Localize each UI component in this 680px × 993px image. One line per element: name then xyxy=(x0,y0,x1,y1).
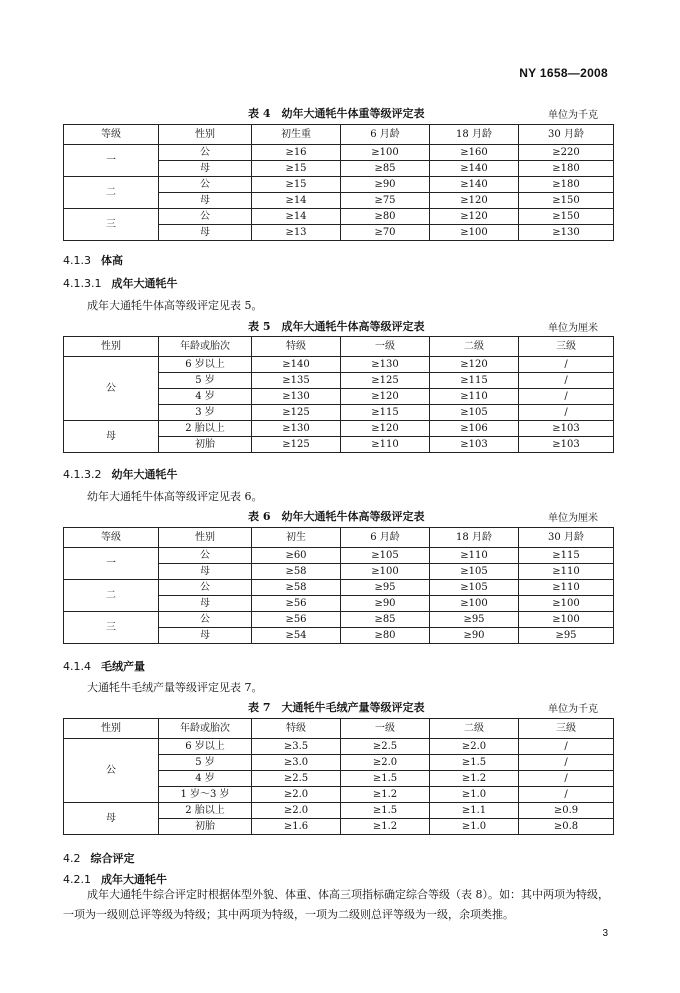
table-cell: 公 xyxy=(159,580,252,596)
column-header: 30 月龄 xyxy=(519,528,614,548)
column-header: 二级 xyxy=(430,337,519,357)
column-header: 一级 xyxy=(341,337,430,357)
table-cell: ≥1.5 xyxy=(341,771,430,787)
table-cell: ≥2.5 xyxy=(252,771,341,787)
table-cell: ≥180 xyxy=(519,161,614,177)
table-header-row xyxy=(64,719,614,739)
section-4-1-3: 4.1.3 体高 xyxy=(63,254,123,267)
grade-cell: 二 xyxy=(64,580,159,612)
table-cell: ≥95 xyxy=(341,580,430,596)
para-4-2-1: 成年大通牦牛综合评定时根据体型外貌、体重、体高三项指标确定综合等级（表 8）。如：其中两项为特级，一项为一级则总评等级为特级；其中两项为特级，一项为二级则总评等级为一级，余项类推。 xyxy=(63,888,609,921)
table-cell: / xyxy=(519,787,614,803)
table-cell: ≥70 xyxy=(341,225,430,241)
table-cell: ≥16 xyxy=(252,145,341,161)
table-header-row xyxy=(64,528,614,548)
section-4-2: 4.2 综合评定 xyxy=(63,852,135,865)
table-cell: / xyxy=(519,373,614,389)
grade-cell: 一 xyxy=(64,145,159,177)
table-cell: 2 胎以上 xyxy=(159,803,252,819)
column-header: 年龄或胎次 xyxy=(159,337,252,357)
sex-cell: 母 xyxy=(64,803,159,835)
table-cell: ≥125 xyxy=(252,437,341,453)
table-row xyxy=(64,357,614,373)
para-4-1-4: 大通牦牛毛绒产量等级评定见表 7。 xyxy=(87,681,263,694)
table-cell: / xyxy=(519,771,614,787)
table-cell: ≥2.0 xyxy=(341,755,430,771)
table-cell: ≥56 xyxy=(252,612,341,628)
table-cell: ≥120 xyxy=(430,193,519,209)
table-cell: 3 岁 xyxy=(159,405,252,421)
table-cell: ≥2.0 xyxy=(252,787,341,803)
table-cell: ≥150 xyxy=(519,209,614,225)
table-cell: ≥3.0 xyxy=(252,755,341,771)
table-cell: ≥100 xyxy=(430,596,519,612)
section-4-1-3-2: 4.1.3.2 幼年大通牦牛 xyxy=(63,468,178,481)
table-cell: ≥85 xyxy=(341,612,430,628)
table5-caption: 表 5 成年大通牦牛体高等级评定表 xyxy=(248,320,425,333)
table-cell: ≥14 xyxy=(252,209,341,225)
table-cell: ≥105 xyxy=(430,564,519,580)
table-cell: ≥110 xyxy=(430,548,519,564)
sex-cell: 公 xyxy=(64,739,159,803)
column-header: 性别 xyxy=(159,125,252,145)
table-cell: ≥1.0 xyxy=(430,819,519,835)
table-cell: ≥106 xyxy=(430,421,519,437)
column-header: 特级 xyxy=(252,337,341,357)
table-cell: ≥95 xyxy=(519,628,614,644)
column-header: 三级 xyxy=(519,337,614,357)
table-cell: ≥100 xyxy=(519,612,614,628)
table-header-row xyxy=(64,337,614,357)
table-cell: ≥1.5 xyxy=(430,755,519,771)
column-header: 18 月龄 xyxy=(430,125,519,145)
table-cell: 母 xyxy=(159,628,252,644)
table-cell: ≥130 xyxy=(341,357,430,373)
section-4-2-1: 4.2.1 成年大通牦牛 xyxy=(63,873,167,886)
table-cell: ≥130 xyxy=(252,421,341,437)
table4 xyxy=(63,124,614,241)
column-header: 等级 xyxy=(64,528,159,548)
table-cell: 母 xyxy=(159,225,252,241)
table-cell: ≥140 xyxy=(252,357,341,373)
table-cell: 初胎 xyxy=(159,819,252,835)
table5 xyxy=(63,336,614,453)
table-cell: ≥120 xyxy=(341,421,430,437)
table-cell: ≥58 xyxy=(252,580,341,596)
table-cell: ≥90 xyxy=(430,628,519,644)
table-cell: ≥13 xyxy=(252,225,341,241)
table-cell: ≥54 xyxy=(252,628,341,644)
table-cell: ≥100 xyxy=(341,145,430,161)
table-cell: ≥90 xyxy=(341,596,430,612)
table-cell: ≥2.0 xyxy=(430,739,519,755)
table-cell: ≥1.6 xyxy=(252,819,341,835)
column-header: 等级 xyxy=(64,125,159,145)
table-cell: 初胎 xyxy=(159,437,252,453)
grade-cell: 三 xyxy=(64,612,159,644)
table-cell: 4 岁 xyxy=(159,389,252,405)
table-row xyxy=(64,145,614,161)
column-header: 三级 xyxy=(519,719,614,739)
column-header: 30 月龄 xyxy=(519,125,614,145)
table-row xyxy=(64,739,614,755)
column-header: 6 月龄 xyxy=(341,528,430,548)
column-header: 年龄或胎次 xyxy=(159,719,252,739)
table-cell: ≥160 xyxy=(430,145,519,161)
table-cell: ≥105 xyxy=(430,580,519,596)
sex-cell: 公 xyxy=(64,357,159,421)
table-cell: ≥120 xyxy=(430,209,519,225)
table7 xyxy=(63,718,614,835)
table-cell: ≥110 xyxy=(341,437,430,453)
table-cell: / xyxy=(519,389,614,405)
table-row xyxy=(64,803,614,819)
table-row xyxy=(64,177,614,193)
table-cell: ≥60 xyxy=(252,548,341,564)
table-cell: ≥56 xyxy=(252,596,341,612)
table-cell: 公 xyxy=(159,145,252,161)
table-cell: 6 岁以上 xyxy=(159,357,252,373)
table-cell: ≥0.8 xyxy=(519,819,614,835)
table-cell: ≥15 xyxy=(252,177,341,193)
table-cell: 5 岁 xyxy=(159,373,252,389)
table-cell: ≥90 xyxy=(341,177,430,193)
table-cell: ≥2.0 xyxy=(252,803,341,819)
grade-cell: 二 xyxy=(64,177,159,209)
column-header: 6 月龄 xyxy=(341,125,430,145)
table-cell: 母 xyxy=(159,564,252,580)
table-cell: ≥1.0 xyxy=(430,787,519,803)
table-cell: ≥95 xyxy=(430,612,519,628)
column-header: 性别 xyxy=(64,719,159,739)
table-cell: ≥85 xyxy=(341,161,430,177)
table-cell: ≥1.2 xyxy=(341,819,430,835)
table-header-row xyxy=(64,125,614,145)
table6-unit: 单位为厘米 xyxy=(548,513,598,524)
table-cell: ≥115 xyxy=(341,405,430,421)
section-4-1-3-1: 4.1.3.1 成年大通牦牛 xyxy=(63,277,178,290)
table-cell: ≥58 xyxy=(252,564,341,580)
table7-unit: 单位为千克 xyxy=(548,704,598,715)
table-cell: ≥103 xyxy=(519,437,614,453)
table-cell: ≥135 xyxy=(252,373,341,389)
para-4-1-3-1: 成年大通牦牛体高等级评定见表 5。 xyxy=(87,299,263,312)
table-cell: ≥120 xyxy=(430,357,519,373)
table-cell: ≥15 xyxy=(252,161,341,177)
table-cell: / xyxy=(519,739,614,755)
table-cell: ≥1.2 xyxy=(341,787,430,803)
table-cell: 公 xyxy=(159,548,252,564)
table-cell: 公 xyxy=(159,209,252,225)
table-cell: ≥100 xyxy=(341,564,430,580)
table-cell: ≥1.5 xyxy=(341,803,430,819)
table-cell: / xyxy=(519,755,614,771)
column-header: 性别 xyxy=(159,528,252,548)
table-cell: ≥130 xyxy=(519,225,614,241)
table-cell: / xyxy=(519,357,614,373)
table-cell: ≥110 xyxy=(519,564,614,580)
grade-cell: 三 xyxy=(64,209,159,241)
table-cell: 4 岁 xyxy=(159,771,252,787)
table4-unit: 单位为千克 xyxy=(548,110,598,121)
page-number: 3 xyxy=(602,928,608,939)
table-cell: ≥140 xyxy=(430,177,519,193)
table6-caption: 表 6 幼年大通牦牛体高等级评定表 xyxy=(248,510,425,523)
table-cell: 公 xyxy=(159,177,252,193)
table-row xyxy=(64,421,614,437)
table-cell: ≥130 xyxy=(252,389,341,405)
column-header: 18 月龄 xyxy=(430,528,519,548)
column-header: 特级 xyxy=(252,719,341,739)
sex-cell: 母 xyxy=(64,421,159,453)
table-cell: / xyxy=(519,405,614,421)
table-cell: ≥103 xyxy=(519,421,614,437)
table-cell: 6 岁以上 xyxy=(159,739,252,755)
table-cell: ≥125 xyxy=(341,373,430,389)
table-cell: ≥180 xyxy=(519,177,614,193)
column-header: 一级 xyxy=(341,719,430,739)
table-cell: ≥105 xyxy=(430,405,519,421)
table-cell: ≥220 xyxy=(519,145,614,161)
table-cell: 5 岁 xyxy=(159,755,252,771)
table-cell: ≥80 xyxy=(341,209,430,225)
column-header: 初生重 xyxy=(252,125,341,145)
table-cell: 1 岁～3 岁 xyxy=(159,787,252,803)
column-header: 性别 xyxy=(64,337,159,357)
standard-number: NY 1658—2008 xyxy=(519,66,608,80)
table-row xyxy=(64,612,614,628)
table-cell: ≥75 xyxy=(341,193,430,209)
table-cell: ≥120 xyxy=(341,389,430,405)
table-cell: 母 xyxy=(159,161,252,177)
grade-cell: 一 xyxy=(64,548,159,580)
table-cell: ≥80 xyxy=(341,628,430,644)
table-cell: ≥3.5 xyxy=(252,739,341,755)
table-cell: 2 胎以上 xyxy=(159,421,252,437)
table-row xyxy=(64,548,614,564)
table-cell: ≥100 xyxy=(430,225,519,241)
table-cell: ≥100 xyxy=(519,596,614,612)
section-4-1-4: 4.1.4 毛绒产量 xyxy=(63,660,145,673)
para-4-1-3-2: 幼年大通牦牛体高等级评定见表 6。 xyxy=(87,490,263,503)
table-cell: ≥1.1 xyxy=(430,803,519,819)
table-cell: ≥115 xyxy=(430,373,519,389)
table-row xyxy=(64,580,614,596)
table-row xyxy=(64,209,614,225)
table-cell: ≥150 xyxy=(519,193,614,209)
table-cell: ≥0.9 xyxy=(519,803,614,819)
table7-caption: 表 7 大通牦牛毛绒产量等级评定表 xyxy=(248,701,425,714)
table-cell: ≥125 xyxy=(252,405,341,421)
table-cell: 母 xyxy=(159,193,252,209)
column-header: 二级 xyxy=(430,719,519,739)
table5-unit: 单位为厘米 xyxy=(548,323,598,334)
table-cell: ≥110 xyxy=(519,580,614,596)
table-cell: 公 xyxy=(159,612,252,628)
column-header: 初生 xyxy=(252,528,341,548)
table-cell: ≥110 xyxy=(430,389,519,405)
table4-caption: 表 4 幼年大通牦牛体重等级评定表 xyxy=(248,107,425,120)
table-cell: 母 xyxy=(159,596,252,612)
table-cell: ≥140 xyxy=(430,161,519,177)
table-cell: ≥115 xyxy=(519,548,614,564)
table6 xyxy=(63,527,614,644)
table-cell: ≥103 xyxy=(430,437,519,453)
table-cell: ≥1.2 xyxy=(430,771,519,787)
table-cell: ≥2.5 xyxy=(341,739,430,755)
table-cell: ≥105 xyxy=(341,548,430,564)
table-cell: ≥14 xyxy=(252,193,341,209)
